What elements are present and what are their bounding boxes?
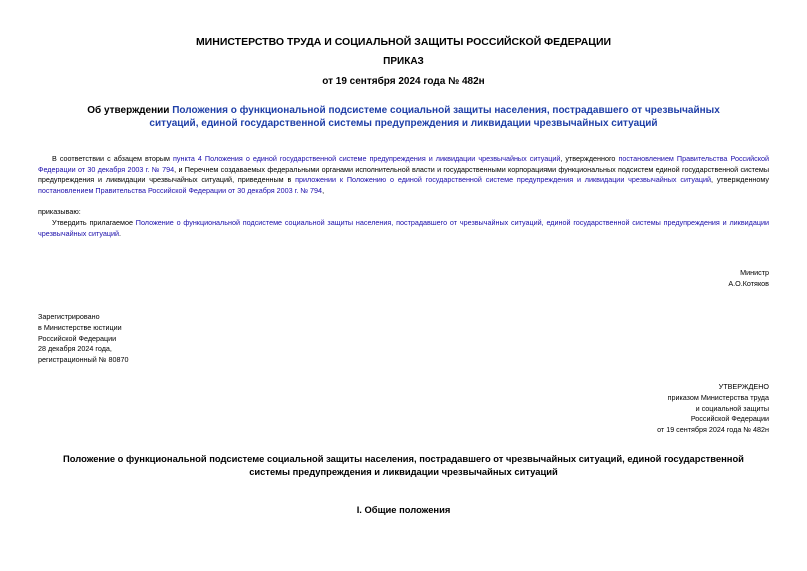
title-prefix: Об утверждении (87, 105, 173, 116)
section-heading: I. Общие положения (356, 504, 451, 515)
registration-line-2: в Министерстве юстиции (38, 322, 122, 332)
paragraph-approve (38, 218, 769, 239)
registration-line-4: 28 декабря 2024 года, (38, 344, 112, 354)
doc-type-heading: ПРИКАЗ (383, 56, 424, 67)
p1-link-3[interactable]: приложении к Положению о единой государственной системе предупреждения и ликвидации чрезвычайных ситуаций (295, 175, 711, 185)
signature-role: Министр (740, 268, 769, 277)
p1-text-5: , (322, 185, 325, 195)
paragraph-order: приказываю: (38, 207, 81, 216)
p1-text-3: , и Перечнем создаваемых федеральными органами исполнительной власти и государственными корпорациями функциональных подсистем единой государственной системы предупреждения и ликвидации чрезвычайных ситуаций, приведенным в (38, 164, 769, 185)
approved-line-5: от 19 сентября 2024 года № 482н (657, 425, 769, 435)
signature-block (728, 268, 769, 290)
paragraph-basis (38, 154, 769, 196)
p3-link-1[interactable]: Положение о функциональной подсистеме социальной защиты населения, пострадавшего от чрезвычайных ситуаций, единой государственной системы предупреждения и ликвидации чрезвычайных ситуаций (38, 218, 769, 238)
p1-text-2: , утвержденного (560, 154, 619, 163)
approved-line-4: Российской Федерации (690, 414, 769, 424)
registration-line-1: Зарегистрировано (38, 312, 100, 321)
approved-line-3: и социальной защиты (695, 403, 769, 413)
title-link[interactable]: Положения о функциональной подсистеме социальной защиты населения, пострадавшего от чрезвычайных ситуаций, единой государственной системы предупреждения и ликвидации чрезвычайных ситуаций (149, 105, 720, 129)
p1-link-1[interactable]: пункта 4 Положения о единой государственной системе предупреждения и ликвидации чрезвычайных ситуаций (172, 154, 561, 163)
approved-line-1: УТВЕРЖДЕНО (718, 382, 769, 391)
signature-name: А.О.Котяков (728, 278, 769, 288)
p1-text-1: В соответствии с абзацем вторым (52, 154, 173, 163)
registration-line-5: регистрационный № 80870 (38, 355, 129, 365)
date-number-heading: от 19 сентября 2024 года № 482н (322, 76, 485, 87)
p1-link-4[interactable]: постановлением Правительства Российской Федерации от 30 декабря 2003 г. № 794 (38, 185, 323, 195)
approved-line-2: приказом Министерства труда (667, 392, 769, 402)
ministry-heading: МИНИСТЕРСТВО ТРУДА И СОЦИАЛЬНОЙ ЗАЩИТЫ РОССИЙСКОЙ ФЕДЕРАЦИИ (195, 36, 612, 48)
p3-text-2: . (118, 228, 121, 238)
annex-title: Положение о функциональной подсистеме социальной защиты населения, пострадавшего от чрезвычайных ситуаций, единой государственной системы предупреждения и ликвидации чрезвычайных ситуаций (63, 453, 744, 477)
order-title (70, 104, 737, 130)
p1-text-4: , утвержденному (711, 175, 770, 185)
p1-link-2[interactable]: постановлением Правительства Российской Федерации от 30 декабря 2003 г. № 794 (38, 154, 769, 174)
approved-block (657, 382, 769, 436)
registration-block (38, 312, 128, 366)
registration-line-3: Российской Федерации (38, 333, 117, 343)
p3-text-1: Утвердить прилагаемое (52, 218, 136, 227)
